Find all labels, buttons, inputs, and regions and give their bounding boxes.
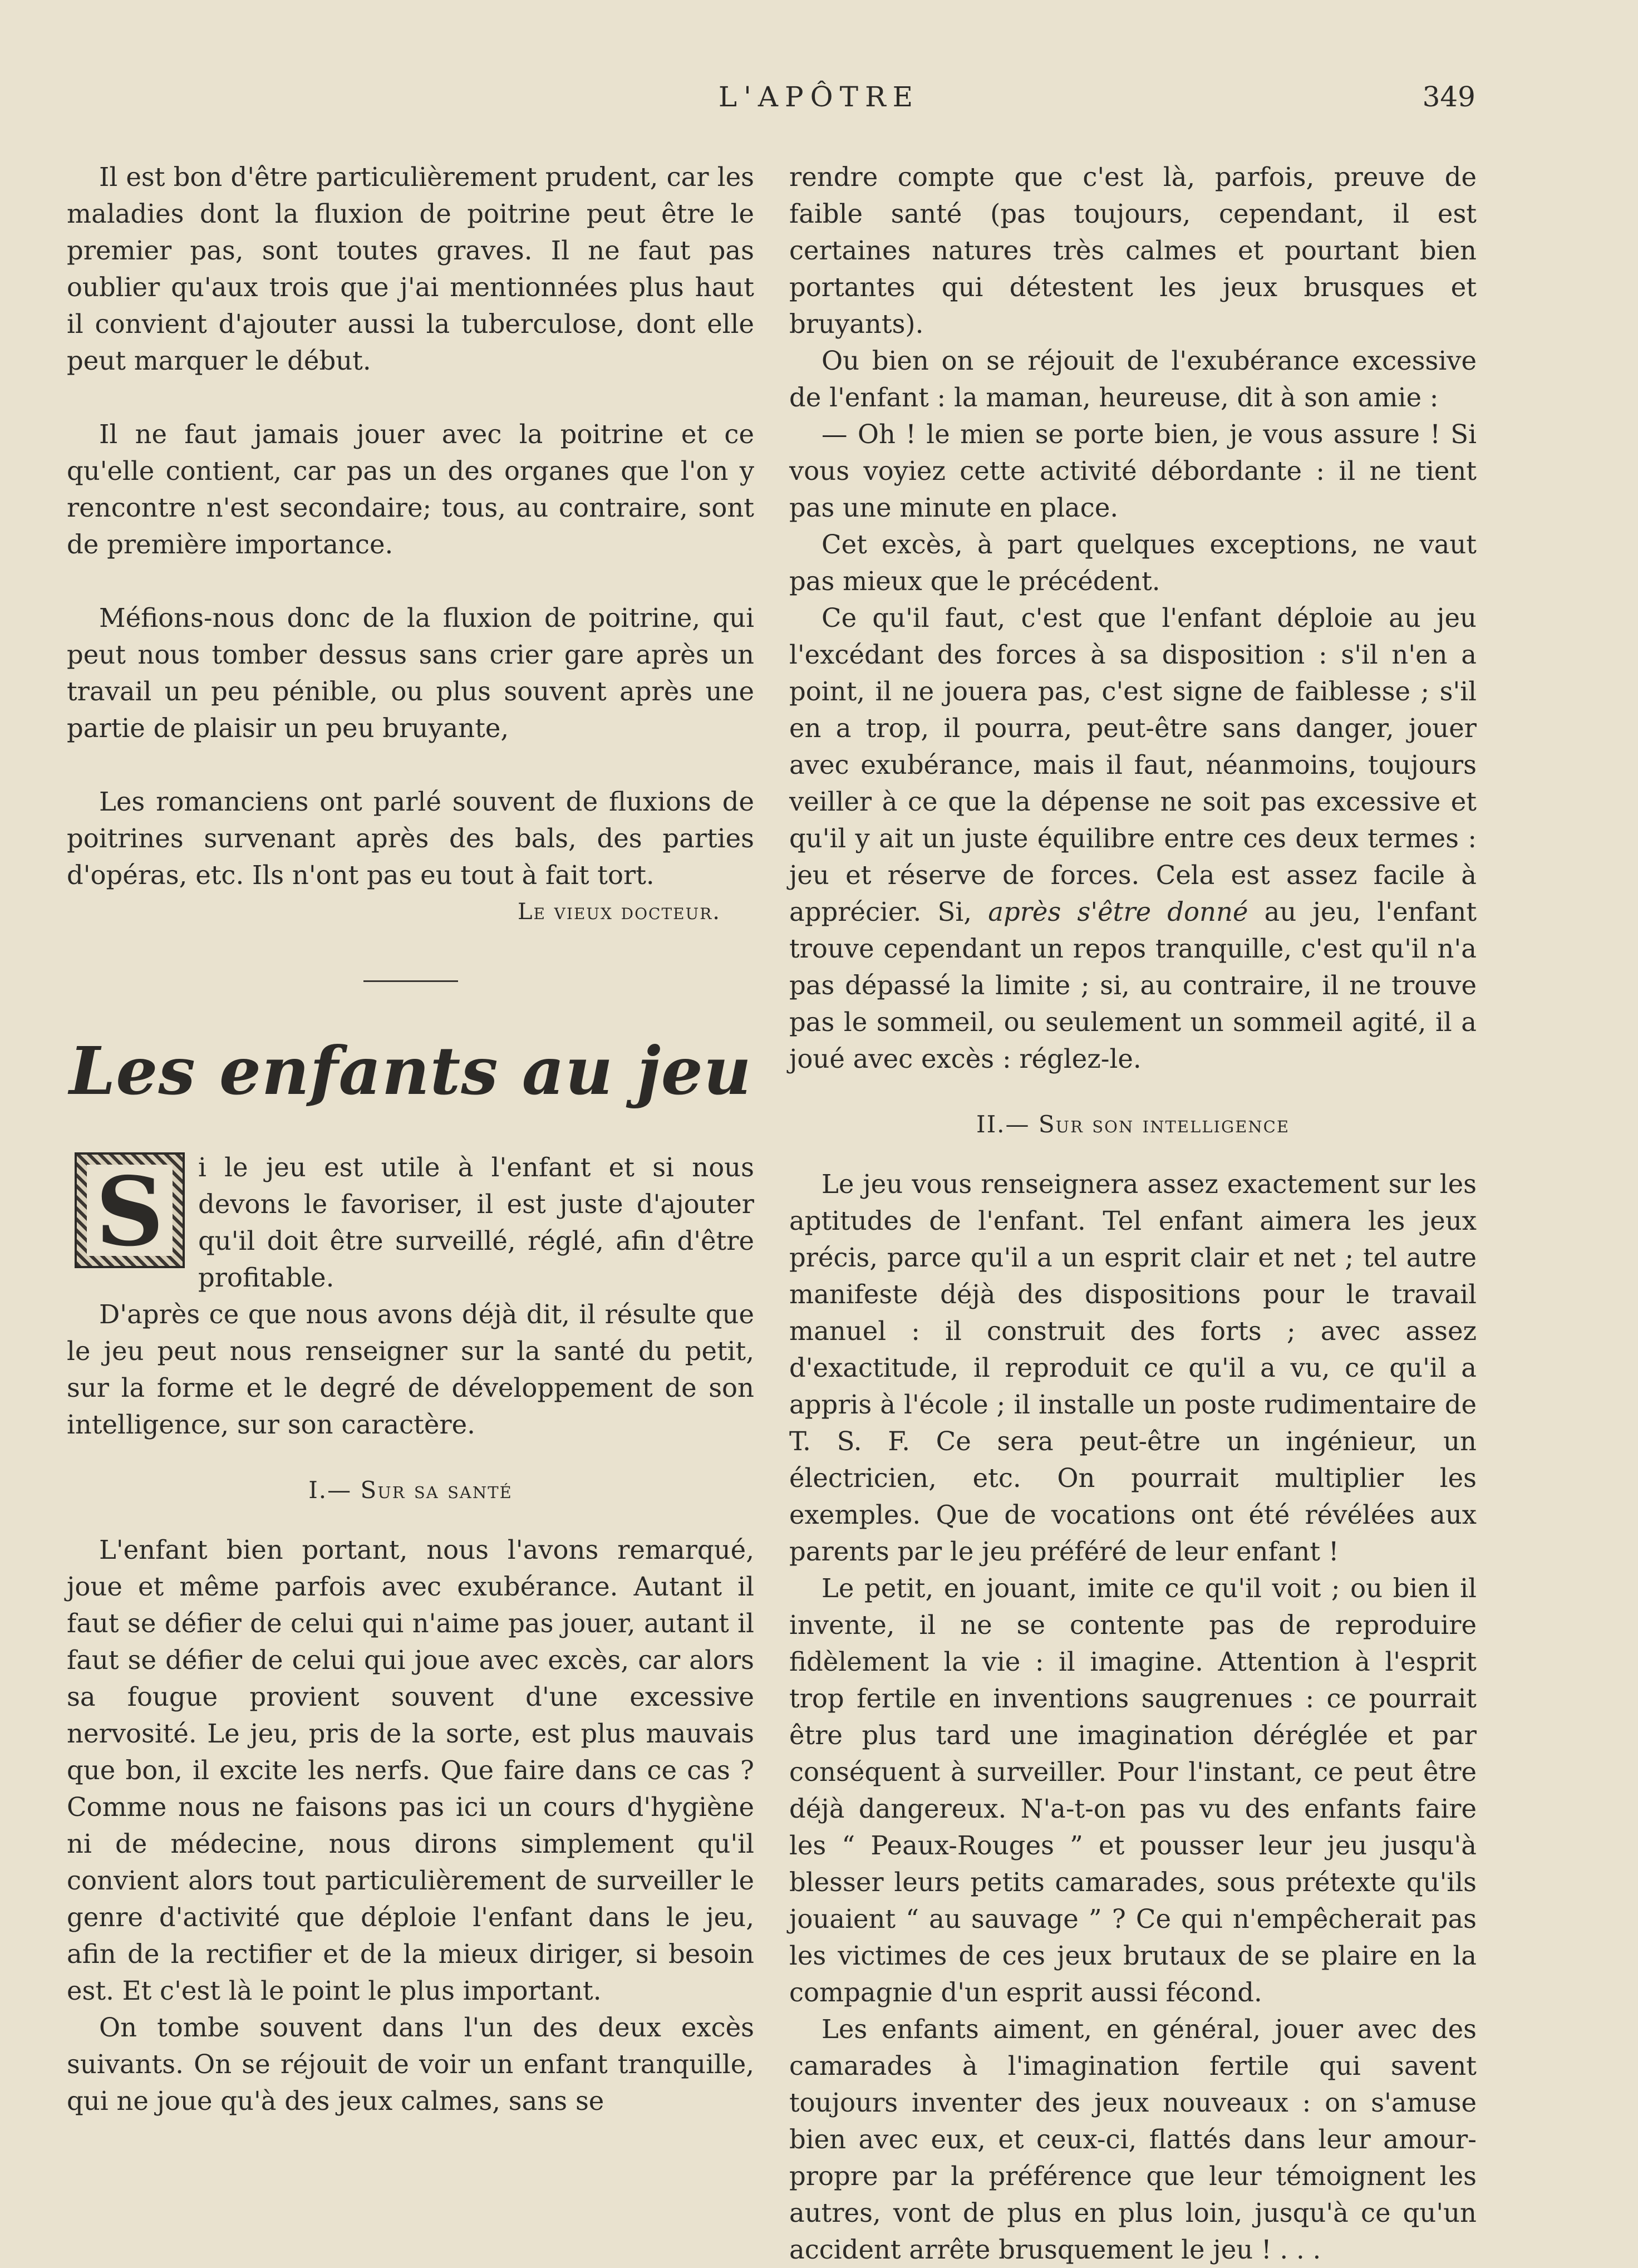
ornamental-dropcap — [75, 1152, 185, 1268]
paragraph: On tombe souvent dans l'un des deux excès suivants. On se réjouit de voir un enfant tranquille, qui ne joue qu'à des jeux calmes, sans se — [67, 2012, 754, 2116]
paragraph: L'enfant bien portant, nous l'avons remarqué, joue et même parfois avec exubérance. Autant il faut se défier de celui qui n'aime pas jouer, autant il faut se défier de celui qui joue avec excès, car alors sa fougue provient souvent d'une excessive nervosité. Le jeu, pris de la sorte, est plus mauvais que bon, il excite les nerfs. Que faire dans ce cas ? Comme nous ne faisons pas ici un cours d'hygiène ni de médecine, nous dirons simplement qu'il convient alors tout particulièrement de surveiller le genre d'activité que déploie l'enfant dans le jeu, afin de la rectifier et de la mieux diriger, si besoin est. Et c'est là le point le plus important. — [67, 1535, 754, 2006]
running-head — [0, 81, 1638, 120]
author-signature: Le vieux docteur. — [517, 899, 721, 925]
paragraph: rendre compte que c'est là, parfois, preuve de faible santé (pas toujours, cependant, il est certaines natures très calmes et pourtant bien portantes qui détestent les jeux brusques et bruyants). — [789, 162, 1477, 339]
paragraph: Il ne faut jamais jouer avec la poitrine et ce qu'elle contient, car pas un des organes que l'on y rencontre n'est secondaire; tous, au contraire, sont de première importance. — [67, 419, 754, 559]
dialogue-paragraph: — Oh ! le mien se porte bien, je vous assure ! Si vous voyiez cette activité débordante : il ne tient pas une minute en place. — [789, 419, 1477, 523]
paragraph: Les romanciens ont parlé souvent de fluxions de poitrines survenant après des bals, des parties d'opéras, etc. Ils n'ont pas eu tout à fait tort. — [67, 787, 754, 890]
paragraph: Le jeu vous renseignera assez exactement sur les aptitudes de l'enfant. Tel enfant aimera les jeux précis, parce qu'il a un esprit clair et net ; tel autre manifeste déjà des dispositions pour le travail manuel : il construit des forts ; avec assez d'exactitude, il reproduit ce qu'il a vu, ce qu'il a appris à l'école ; il installe un poste rudimentaire de T. S. F. Ce sera peut-être un ingénieur, un électricien, etc. On pourrait multiplier les exemples. Que de vocations ont été révélées aux parents par le jeu préféré de leur enfant ! — [789, 1169, 1477, 1567]
section-heading: I.— Sur sa santé — [308, 1476, 513, 1504]
paragraph: Méfions-nous donc de la fluxion de poitrine, qui peut nous tomber dessus sans crier gare après un travail un peu pénible, ou plus souvent après une partie de plaisir un peu bruyante, — [67, 603, 754, 743]
paragraph: Le petit, en jouant, imite ce qu'il voit ; ou bien il invente, il ne se contente pas de reproduire fidèlement la vie : il imagine. Attention à l'esprit trop fertile en inventions saugrenues : ce pourrait être plus tard une imagination déréglée et par conséquent à surveiller. Pour l'instant, ce peut être déjà dangereux. N'a-t-on pas vu des enfants faire les “ Peaux-Rouges ” et pousser leur jeu jusqu'à blesser leurs petits camarades, sous prétexte qu'ils jouaient “ au sauvage ” ? Ce qui n'empêcherait pas les victimes de ces jeux brutaux de se plaire en la compagnie d'un esprit aussi fécond. — [789, 1573, 1477, 2007]
paragraph: Il est bon d'être particulièrement prudent, car les maladies dont la fluxion de poitrine peut être le premier pas, sont toutes graves. Il ne faut pas oublier qu'aux trois que j'ai mentionnées plus haut il convient d'ajouter aussi la tuberculose, dont elle peut marquer le début. — [67, 162, 754, 376]
paragraph: D'après ce que nous avons déjà dit, il résulte que le jeu peut nous renseigner sur la santé du petit, sur la forme et le degré de développement de son intelligence, sur son caractère. — [67, 1299, 754, 1440]
separator-rule — [363, 980, 458, 982]
dropcap-letter: S — [87, 1165, 173, 1256]
paragraph: Les enfants aiment, en général, jouer avec des camarades à l'imagination fertile qui savent toujours inventer des jeux nouveaux : on s'amuse bien avec eux, et ceux-ci, flattés dans leur amour-propre par la préférence que leur témoignent les autres, vont de plus en plus loin, jusqu'à ce qu'un accident arrête brusquement le jeu ! . . . — [789, 2014, 1477, 2265]
paragraph — [789, 600, 1477, 1077]
intro-paragraph: i le jeu est utile à l'enfant et si nous devons le favoriser, il est juste d'ajouter qu'il doit être surveillé, réglé, afin d'être profitable. — [198, 1152, 754, 1293]
article-intro — [67, 1149, 754, 1296]
journal-title: L'APÔTRE — [718, 81, 920, 113]
paragraph: Cet excès, à part quelques exceptions, ne vaut pas mieux que le précédent. — [789, 529, 1477, 596]
paragraph-text: au jeu, l'enfant trouve cependant un repos tranquille, c'est qu'il n'a pas dépassé la limite ; si, au contraire, il ne trouve pas le sommeil, ou seulement un sommeil agité, il a joué avec excès : réglez-le. — [789, 897, 1477, 1074]
section-heading: II.— Sur son intelligence — [976, 1111, 1290, 1138]
italic-phrase: après s'être donné — [988, 897, 1248, 927]
right-column — [789, 159, 1477, 2268]
article-title: Les enfants au jeu — [69, 1032, 752, 1110]
left-column — [67, 159, 754, 2119]
paragraph: Ou bien on se réjouit de l'exubérance excessive de l'enfant : la maman, heureuse, dit à son amie : — [789, 346, 1477, 413]
page-number: 349 — [1422, 81, 1475, 113]
paragraph-text: Ce qu'il faut, c'est que l'enfant déploie au jeu l'excédant des forces à sa disposition : s'il n'en a point, il ne jouera pas, c'est signe de faiblesse ; s'il en a trop, il pourra, peut-être sans danger, jouer avec exubérance, mais il faut, néanmoins, toujours veiller à ce que la dépense ne soit pas excessive et qu'il y ait un juste équilibre entre ces deux termes : jeu et réserve de forces. Cela est assez facile à apprécier. Si, — [789, 603, 1477, 927]
